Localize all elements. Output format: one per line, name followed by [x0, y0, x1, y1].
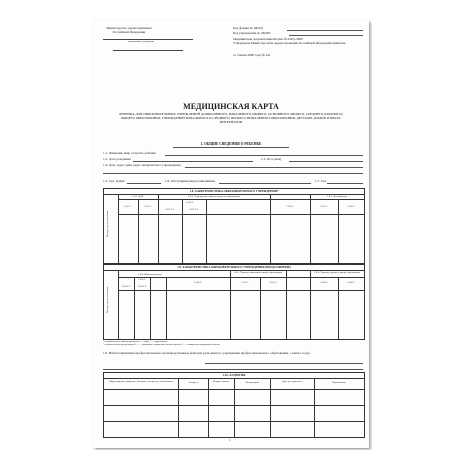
- ministry-name: Министерство здравоохранения Российской Федерации: [106, 26, 152, 34]
- okud-line: [287, 30, 363, 31]
- approval-text: Утверждена Министерством здравоохранения Российской Федерации приказом: [233, 41, 346, 45]
- col-diagnosis-date: Дата уст. диагноза: [282, 380, 302, 383]
- field-address-label: 1.4. Дом. адрес (или адрес интернатного учреждения): [103, 163, 181, 167]
- col-1-8-4-2: 1.8.4.2.: [194, 281, 202, 284]
- table-header: 1.8. ХАРАКТЕРИСТИКА ОБРАЗОВАТЕЛЬНОГО УЧРЕЖДЕНИЯ (ПРОДОЛЖЕНИЕ): [177, 265, 291, 269]
- blank-line: [113, 50, 183, 51]
- field-child-name-label: 1.1. Фамилия, имя, отчество ребенка: [103, 151, 156, 155]
- col-reaction-type: Тип реакции: [245, 381, 259, 384]
- field-phone-home-label: 1.5. Тел. м/жит.: [103, 179, 126, 183]
- okpo-code-label: Код учреждения по ОКПО: [233, 31, 271, 35]
- col-1-8-3-2: 1.8.3.2.: [347, 205, 355, 208]
- field-phone-clinic-label: 1.7. Тел.: [315, 179, 327, 183]
- col-1-8-5-2: 1.8.5.2.: [269, 281, 277, 284]
- col-notes: Примечания: [332, 381, 346, 384]
- okpo-line: [289, 35, 363, 36]
- footnote-2: * в ячейки вносится вид учреждения 1. — — гуманитарное направление учебного процесса 2. — с повышенным содержанием обучения.: [103, 344, 221, 346]
- col-1-8-3-1: 1.8.3.1.: [320, 205, 328, 208]
- page-title: МЕДИЦИНСКАЯ КАРТА: [183, 102, 279, 111]
- field-address-line[interactable]: [185, 167, 363, 168]
- col-1-8-4-1-2: 1.8.4.1.2.: [137, 285, 147, 288]
- col-1-8-2-2: 1.8.2.2.: [286, 205, 294, 208]
- field-phone-clinic-line[interactable]: [327, 183, 363, 184]
- section-underline: [173, 147, 289, 148]
- section-general-info: 1. ОБЩИЕ СВЕДЕНИЯ О РЕБЕНКЕ: [200, 142, 262, 146]
- col-1-8-1-2: 1.8.1.2.: [144, 205, 152, 208]
- hazard-factors-label: 1.9. Неблагоприятные профессионально-производственные факторы (для данного учреждения профессионального образования, с какого года).: [103, 351, 311, 355]
- field-sex-label: 1.3. Пол (м/ж): [261, 157, 282, 161]
- col-1-8-4-1: 1.8.4.1.: [138, 278, 146, 281]
- document-form: Медицинская документация Форма № 026/у-2000: [233, 37, 303, 41]
- page-subtitle: РЕБЕНКА ДЛЯ ОБРАЗОВАТЕЛЬНЫХ УЧРЕЖДЕНИЙ ДОШКОЛЬНОГО, НАЧАЛЬНОГО ОБЩЕГО, ОСНОВНОГО ОБЩЕГО, СРЕДНЕГО (ПОЛНОГО) ОБЩЕГО ОБРАЗОВАНИЯ, УЧРЕЖДЕНИЙ НАЧАЛЬНОГО И СРЕДНЕГО ПРОФЕССИОНАЛЬНОГО ОБРАЗОВАНИЯ, ДЕТСКИХ ДОМОВ И ШКОЛ-ИНТЕРНАТОВ: [119, 112, 343, 125]
- col-1-8-2-1-1: 1.8.2.1.1.: [165, 208, 175, 211]
- field-child-name-line[interactable]: [165, 155, 363, 156]
- field-birth-date-label: 1.2. Дата рождения: [103, 157, 131, 161]
- group-orphanage: 1.8.3. Детский дом: [327, 195, 347, 198]
- allergy-table: [103, 372, 365, 438]
- order-date: от 3 июля 2000 года № 241: [233, 53, 271, 57]
- hazard-factors-line[interactable]: [205, 363, 363, 364]
- col-1-8-4-1-1: 1.8.4.1.1.: [121, 285, 131, 288]
- col-allergen: Аллерген: [187, 381, 199, 384]
- group-vocational-primary: 1.8.5. Учрежд. начального проф. образования: [233, 271, 283, 274]
- field-birth-date-line[interactable]: [133, 161, 253, 162]
- hazard-factors-line-2[interactable]: [103, 369, 363, 370]
- field-clinic-line[interactable]: [219, 183, 311, 184]
- side-label: Месяц, год поступления: [106, 211, 109, 237]
- table-header: 1.10. АЛЛЕРГИЯ: [222, 373, 246, 377]
- institution-caption: наименование учреждения: [128, 41, 155, 43]
- group-general-school: 1.8.2. Учреждение общего среднего образования: [188, 195, 240, 198]
- field-address-line-2[interactable]: [103, 173, 363, 174]
- field-sex-line[interactable]: [289, 161, 363, 162]
- col-1-8-2-1-2: 1.8.2.1.2.: [189, 208, 199, 211]
- group-boarding-school: 1.8.4. Школа-интернат: [138, 273, 162, 276]
- col-1-8-2-1: 1.8.2.1.: [186, 201, 194, 204]
- col-onset-age: Возраст начала: [212, 380, 230, 383]
- medical-card-page: [93, 20, 369, 448]
- page-number: 1: [229, 438, 231, 442]
- institution-table-continued: [103, 264, 365, 340]
- table-header: 1.8. ХАРАКТЕРИСТИКА ОБРАЗОВАТЕЛЬНОГО УЧРЕЖДЕНИЯ*: [189, 189, 279, 193]
- side-label: Месяц, год поступления: [106, 287, 109, 313]
- group-vocational-secondary: 1.8.6. Учрежд. среднего проф. образования: [314, 271, 360, 274]
- field-phone-home-line[interactable]: [127, 183, 161, 184]
- col-1-8-5-1: 1.8.5.1.: [241, 281, 249, 284]
- col-1-8-1-1: 1.8.1.1.: [124, 205, 132, 208]
- field-clinic-label: 1.6. Обслуживающая поликлиника: [165, 179, 216, 183]
- col-1-8-6-2: 1.8.6.2.: [347, 281, 355, 284]
- group-ddu: 1.8.1. ДДУ: [132, 195, 144, 198]
- okud-code-label: Код формы по ОКУД: [233, 26, 263, 30]
- institution-table: [103, 188, 365, 264]
- col-1-8-6-1: 1.8.6.1.: [320, 281, 328, 284]
- col-allergy-type: Вид(лекарства, пищевые, бытовые, аллергены, заболевания: [109, 380, 173, 383]
- footnote-1: * в ячейки вносится характер учреждения 1. — общее, 2. — коррекционное.: [103, 341, 169, 343]
